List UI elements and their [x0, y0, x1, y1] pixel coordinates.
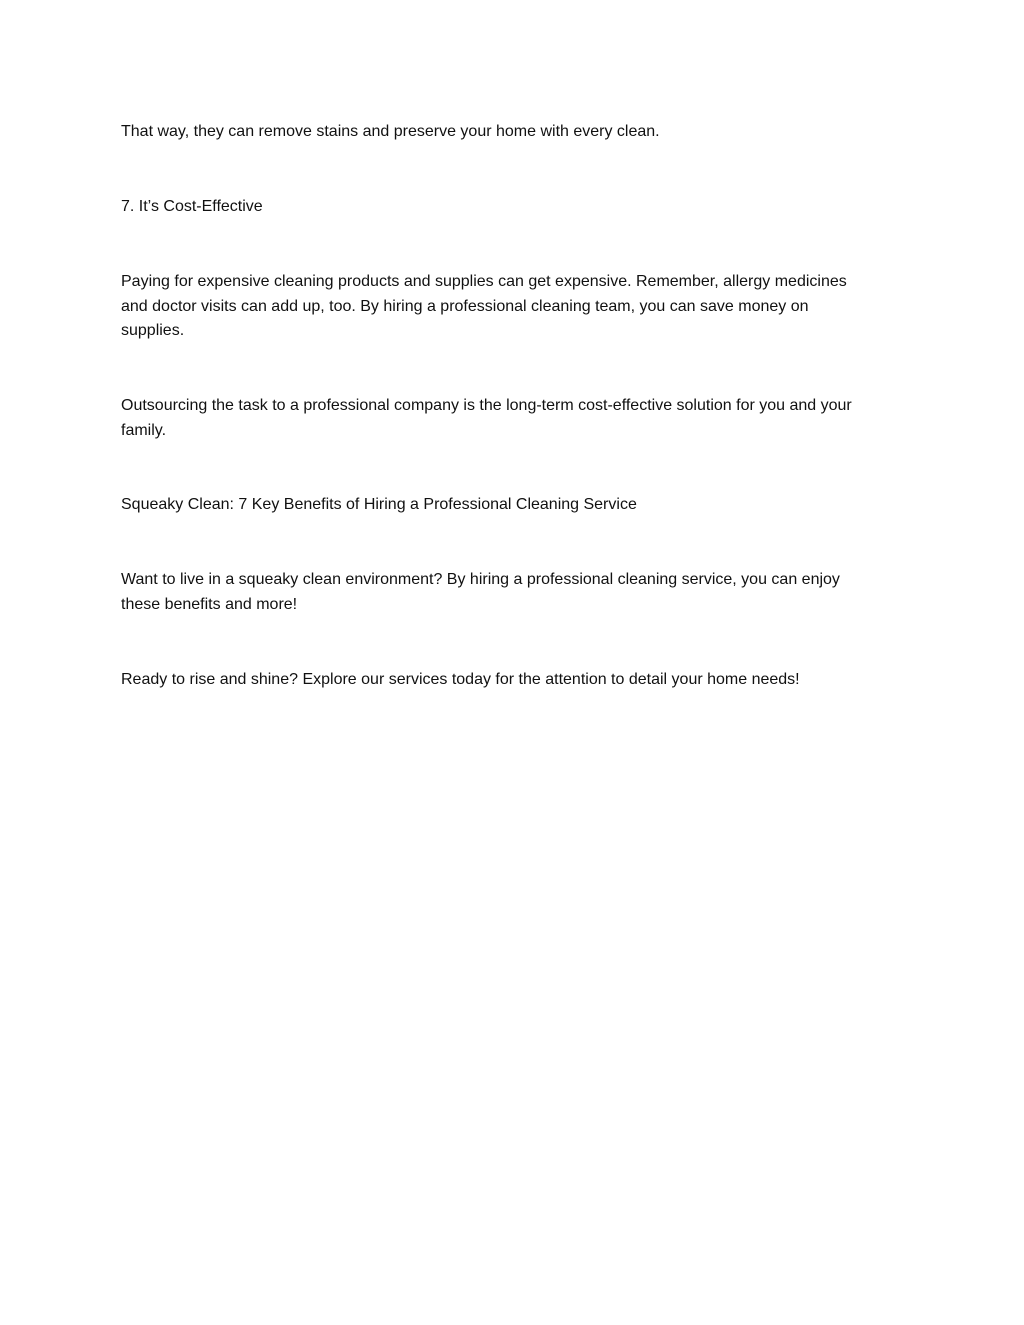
paragraph-squeaky-environment: Want to live in a squeaky clean environment? By hiring a professional cleaning service, you can enjoy these benefits and more!: [121, 571, 840, 613]
paragraph-outsourcing: Outsourcing the task to a professional company is the long-term cost-effective solution for you and your family.: [121, 397, 852, 439]
paragraph-stains: That way, they can remove stains and preserve your home with every clean.: [121, 123, 660, 140]
section-heading-squeaky-clean: Squeaky Clean: 7 Key Benefits of Hiring a Professional Cleaning Service: [121, 496, 637, 513]
paragraph-expensive-products: Paying for expensive cleaning products and supplies can get expensive. Remember, allergy medicines and doctor visits can add up, too. By hiring a professional cleaning team, you can save money on supplies.: [121, 273, 847, 339]
section-heading-cost-effective: 7. It’s Cost-Effective: [121, 198, 263, 215]
paragraph-call-to-action: Ready to rise and shine? Explore our services today for the attention to detail your home needs!: [121, 671, 800, 688]
